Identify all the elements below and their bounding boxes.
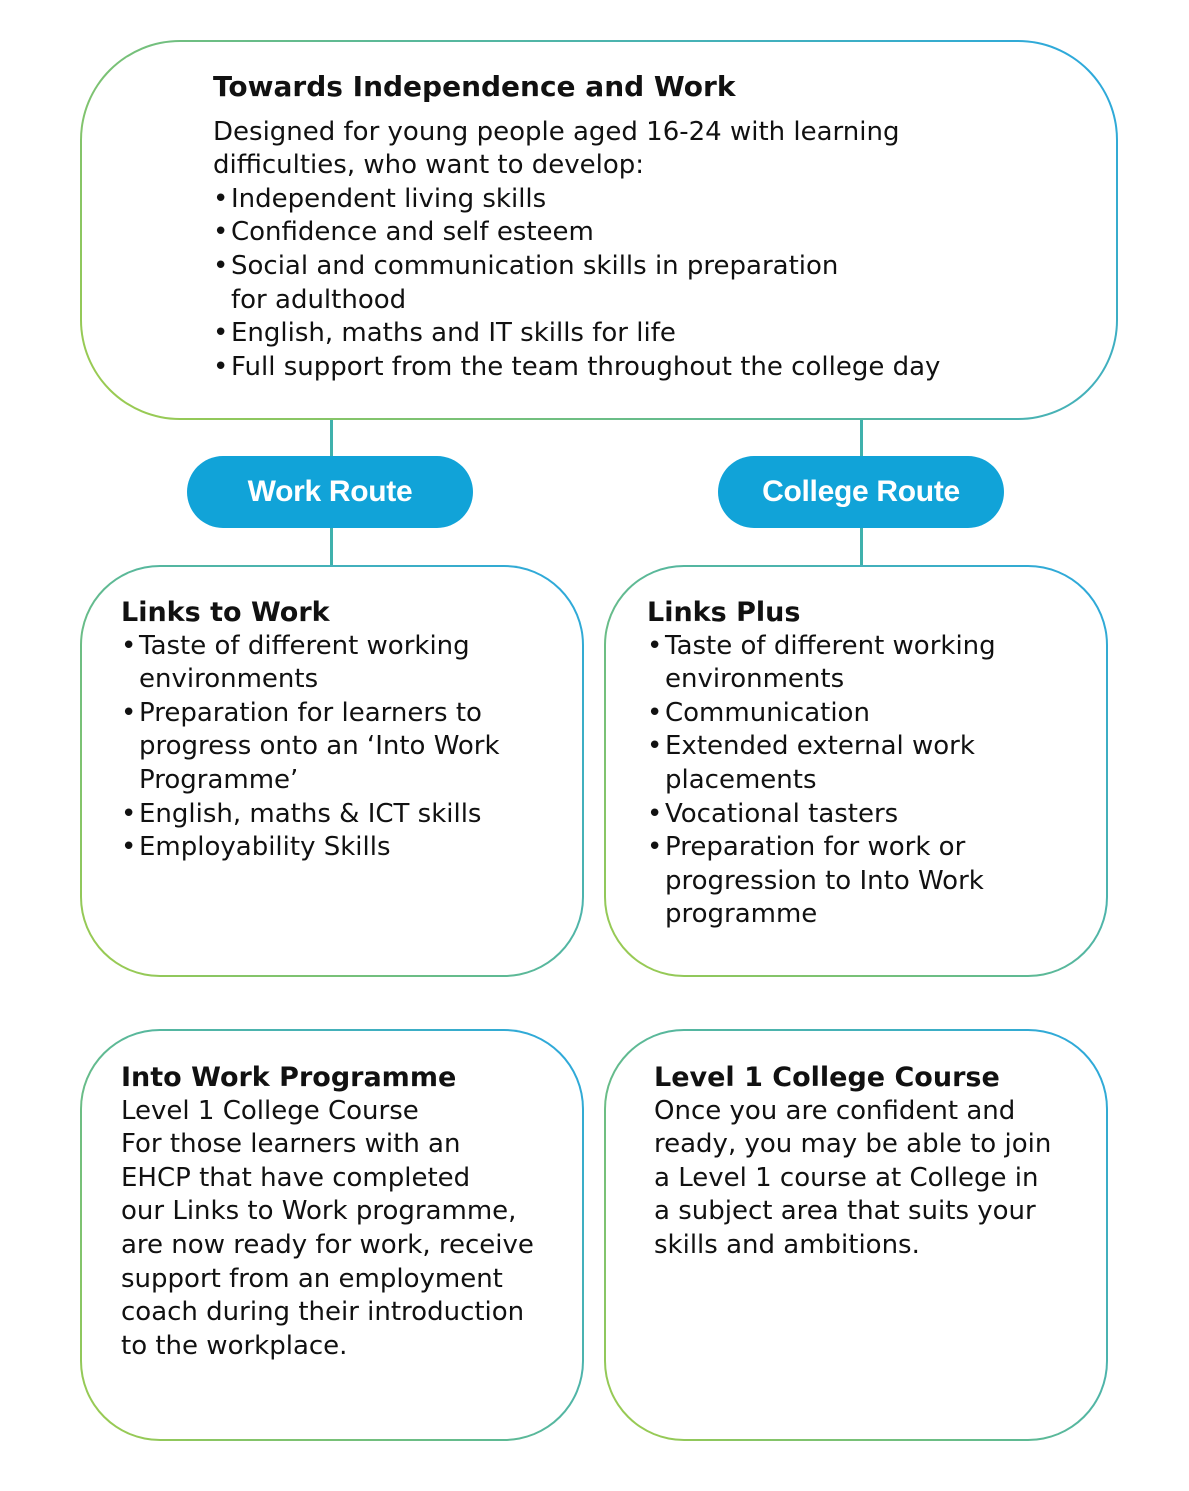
overview-intro-line: Designed for young people aged 16-24 with learning xyxy=(213,116,900,147)
level1-line: skills and ambitions. xyxy=(654,1229,920,1260)
list-item: • Taste of different working environments xyxy=(647,630,996,697)
list-item: • Preparation for work or progression to Into Work programme xyxy=(647,831,996,932)
level1-content xyxy=(654,1061,1051,1263)
level1-title: Level 1 College Course xyxy=(654,1062,1000,1093)
links-plus-content xyxy=(647,596,996,932)
into-work-line: are now ready for work, receive xyxy=(121,1229,534,1260)
into-work-line: our Links to Work programme, xyxy=(121,1196,517,1227)
into-work-line: to the workplace. xyxy=(121,1330,348,1361)
links-to-work-bullet-list xyxy=(121,630,500,865)
list-item: • Social and communication skills in preparation for adulthood xyxy=(213,250,940,317)
into-work-line: EHCP that have completed xyxy=(121,1162,471,1193)
overview-title: Towards Independence and Work xyxy=(213,70,736,103)
work-route-badge: Work Route xyxy=(187,456,473,528)
list-item: • Independent living skills xyxy=(213,183,940,217)
into-work-content xyxy=(121,1061,534,1363)
connector-work-top xyxy=(330,420,333,456)
list-item: • English, maths & ICT skills xyxy=(121,798,500,832)
connector-work-bottom xyxy=(330,528,333,565)
links-plus-title: Links Plus xyxy=(647,597,801,628)
connector-college-top xyxy=(860,420,863,456)
into-work-line: Level 1 College Course xyxy=(121,1095,419,1126)
college-route-badge: College Route xyxy=(718,456,1004,528)
list-item: • Taste of different working environments xyxy=(121,630,500,697)
into-work-line: support from an employment xyxy=(121,1263,503,1294)
connector-college-bottom xyxy=(860,528,863,565)
links-plus-bullet-list xyxy=(647,630,996,932)
list-item: • Preparation for learners to progress onto an ‘Into Work Programme’ xyxy=(121,697,500,798)
list-item: • English, maths and IT skills for life xyxy=(213,317,940,351)
list-item: • Vocational tasters xyxy=(647,798,996,832)
level1-line: a Level 1 course at College in xyxy=(654,1162,1039,1193)
list-item: • Full support from the team throughout the college day xyxy=(213,351,940,385)
list-item: • Confidence and self esteem xyxy=(213,216,940,250)
overview-bullet-list xyxy=(213,183,940,385)
list-item: • Extended external work placements xyxy=(647,730,996,797)
into-work-title: Into Work Programme xyxy=(121,1062,457,1093)
overview-intro-line: difficulties, who want to develop: xyxy=(213,150,645,181)
list-item: • Communication xyxy=(647,697,996,731)
level1-line: ready, you may be able to join xyxy=(654,1129,1052,1160)
level1-line: Once you are confident and xyxy=(654,1095,1016,1126)
list-item: • Employability Skills xyxy=(121,831,500,865)
links-to-work-content xyxy=(121,596,500,865)
level1-line: a subject area that suits your xyxy=(654,1196,1036,1227)
into-work-line: For those learners with an xyxy=(121,1129,461,1160)
links-to-work-title: Links to Work xyxy=(121,597,330,628)
overview-content xyxy=(213,70,940,384)
into-work-line: coach during their introduction xyxy=(121,1297,525,1328)
